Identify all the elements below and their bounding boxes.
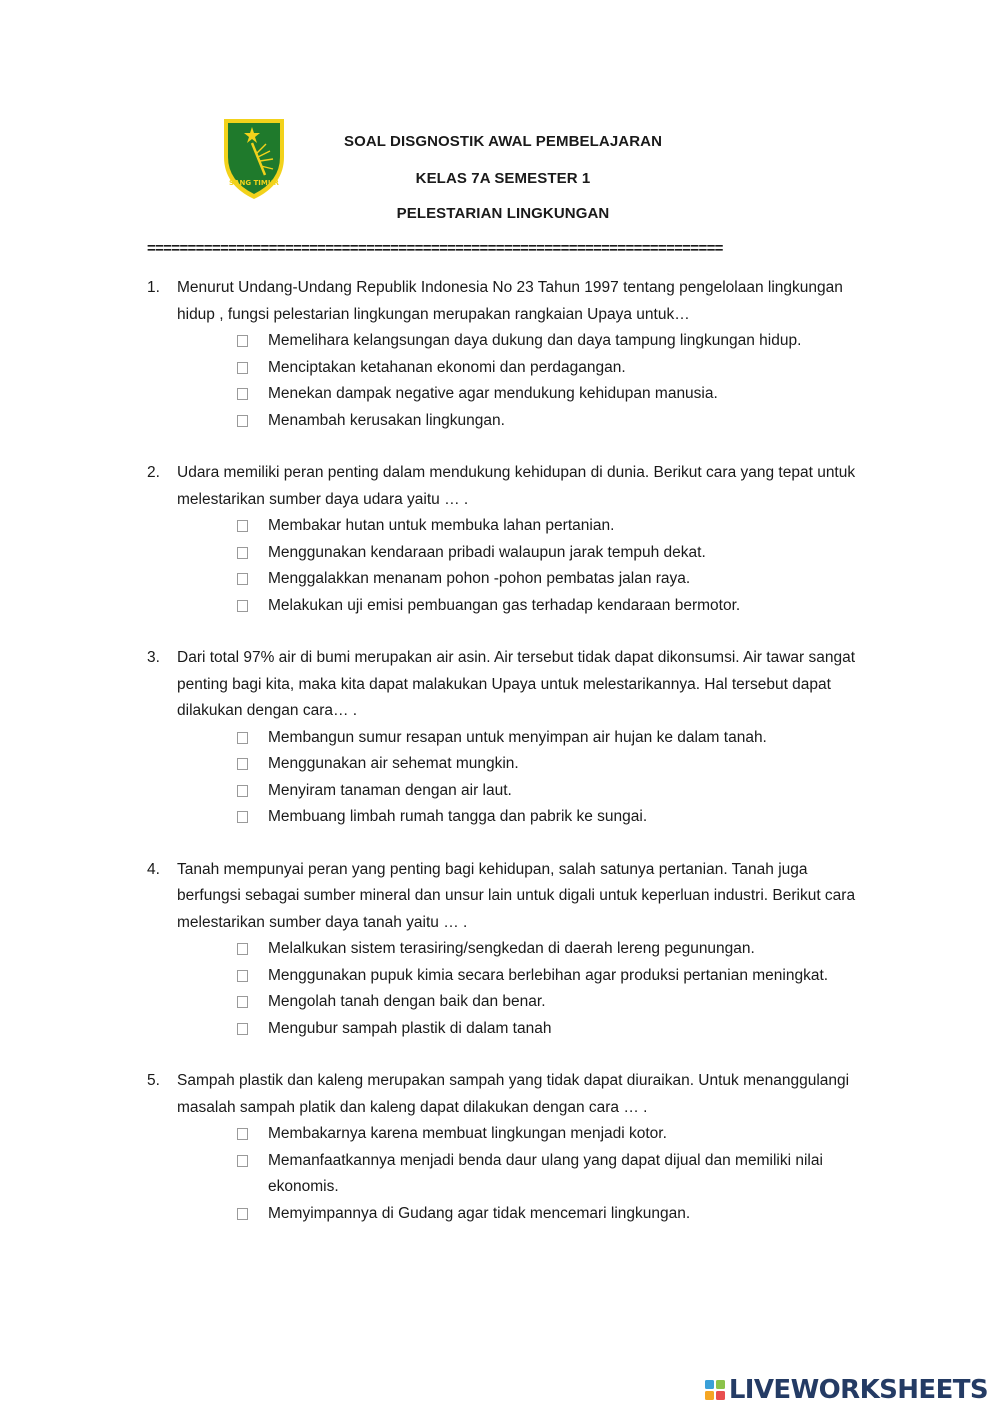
option-item[interactable] — [237, 778, 867, 805]
checkbox-icon[interactable] — [237, 520, 248, 532]
option-item[interactable] — [237, 963, 867, 990]
question-text: Sampah plastik dan kaleng merupakan sampah yang tidak dapat diuraikan. Untuk menanggulangi masalah sampah platik dan kaleng dapat dilakukan dengan cara … . — [177, 1072, 850, 1116]
question-number: 3. — [147, 649, 160, 666]
option-list — [177, 328, 867, 434]
checkbox-icon[interactable] — [237, 1128, 248, 1140]
option-label: Mengolah tanah dengan baik dan benar. — [268, 993, 546, 1010]
option-item[interactable] — [237, 936, 867, 963]
question-5 — [147, 1068, 867, 1227]
option-item[interactable] — [237, 1148, 867, 1201]
checkbox-icon[interactable] — [237, 943, 248, 955]
option-label: Memelihara kelangsungan daya dukung dan daya tampung lingkungan hidup. — [268, 332, 802, 349]
checkbox-icon[interactable] — [237, 415, 248, 427]
checkbox-icon[interactable] — [237, 996, 248, 1008]
checkbox-icon[interactable] — [237, 811, 248, 823]
option-item[interactable] — [237, 328, 867, 355]
question-number: 2. — [147, 464, 160, 481]
question-text: Tanah mempunyai peran yang penting bagi kehidupan, salah satunya pertanian. Tanah juga berfungsi sebagai sumber mineral dan unsur lain untuk digali untuk keperluan industri. Berikut cara melestarikan sumber daya tanah yaitu … . — [177, 860, 856, 931]
option-label: Menggunakan kendaraan pribadi walaupun jarak tempuh dekat. — [268, 543, 706, 561]
option-label: Menggunakan air sehemat mungkin. — [268, 755, 519, 772]
checkbox-icon[interactable] — [237, 600, 248, 612]
option-label: Menggalakkan menanam pohon -pohon pembatas jalan raya. — [268, 570, 691, 587]
sang-timur-shield-icon — [220, 113, 288, 201]
question-2 — [147, 460, 867, 619]
option-label: Membakarnya karena membuat lingkungan menjadi kotor. — [268, 1125, 667, 1142]
option-label: Menciptakan ketahanan ekonomi dan perdagangan. — [268, 358, 626, 376]
option-label: Membakar hutan untuk membuka lahan pertanian. — [268, 517, 615, 534]
checkbox-icon[interactable] — [237, 547, 248, 559]
question-3 — [147, 645, 867, 831]
liveworksheets-brand[interactable] — [704, 1374, 988, 1406]
topic-title: PELESTARIAN LINGKUNGAN — [396, 205, 610, 222]
class-semester: KELAS 7A SEMESTER 1 — [415, 170, 591, 187]
checkbox-icon[interactable] — [237, 573, 248, 585]
checkbox-icon[interactable] — [237, 1208, 248, 1220]
checkbox-icon[interactable] — [237, 362, 248, 374]
question-number: 5. — [147, 1072, 160, 1089]
checkbox-icon[interactable] — [237, 732, 248, 744]
option-item[interactable] — [237, 355, 867, 382]
checkbox-icon[interactable] — [237, 1023, 248, 1035]
option-item[interactable] — [237, 1016, 867, 1043]
option-label: Menekan dampak negative agar mendukung kehidupan manusia. — [268, 385, 718, 402]
option-label: Membuang limbah rumah tangga dan pabrik ke sungai. — [268, 808, 648, 825]
brand-name: LIVEWORKSHEETS — [728, 1375, 988, 1405]
option-item[interactable] — [237, 751, 867, 778]
option-list — [177, 936, 867, 1042]
checkbox-icon[interactable] — [237, 1155, 248, 1167]
question-1 — [147, 275, 867, 434]
option-label: Melalkukan sistem terasiring/sengkedan di daerah lereng pegunungan. — [268, 940, 755, 957]
option-item[interactable] — [237, 381, 867, 408]
checkbox-icon[interactable] — [237, 970, 248, 982]
option-item[interactable] — [237, 1121, 867, 1148]
option-item[interactable] — [237, 540, 867, 567]
liveworksheets-logo-icon — [704, 1378, 726, 1402]
option-list — [177, 725, 867, 831]
option-item[interactable] — [237, 513, 867, 540]
question-list — [147, 275, 867, 1227]
question-text: Udara memiliki peran penting dalam mendukung kehidupan di dunia. Berikut cara yang tepat untuk melestarikan sumber daya udara yaitu … . — [177, 464, 856, 508]
logo-text: SANG TIMUR — [229, 179, 279, 187]
option-label: Memanfaatkannya menjadi benda daur ulang yang dapat dijual dan memiliki nilai ekonomis. — [268, 1151, 823, 1195]
option-label: Membangun sumur resapan untuk menyimpan air hujan ke dalam tanah. — [268, 728, 767, 746]
option-item[interactable] — [237, 408, 867, 435]
option-label: Menggunakan pupuk kimia secara berlebihan agar produksi pertanian meningkat. — [268, 966, 829, 984]
checkbox-icon[interactable] — [237, 785, 248, 797]
option-label: Menyiram tanaman dengan air laut. — [268, 781, 512, 799]
school-logo — [220, 113, 288, 201]
checkbox-icon[interactable] — [237, 388, 248, 400]
option-label: Melakukan uji emisi pembuangan gas terhadap kendaraan bermotor. — [268, 596, 741, 614]
question-4 — [147, 857, 867, 1043]
option-item[interactable] — [237, 989, 867, 1016]
option-item[interactable] — [237, 725, 867, 752]
question-text: Dari total 97% air di bumi merupakan air asin. Air tersebut tidak dapat dikonsumsi. Air tawar sangat penting bagi kita, maka kita dapat malakukan Upaya untuk melestarikannya. Hal tersebut dapat dilakukan dengan cara… . — [177, 649, 856, 719]
option-item[interactable] — [237, 566, 867, 593]
question-number: 1. — [147, 279, 160, 296]
question-number: 4. — [147, 860, 160, 878]
divider-line: ======================================================================= — [147, 240, 723, 257]
question-text: Menurut Undang-Undang Republik Indonesia No 23 Tahun 1997 tentang pengelolaan lingkungan hidup , fungsi pelestarian lingkungan merupakan rangkaian Upaya untuk… — [177, 279, 843, 323]
checkbox-icon[interactable] — [237, 758, 248, 770]
option-item[interactable] — [237, 1201, 867, 1228]
option-list — [177, 1121, 867, 1227]
option-label: Memyimpannya di Gudang agar tidak mencemari lingkungan. — [268, 1204, 691, 1222]
option-label: Menambah kerusakan lingkungan. — [268, 411, 505, 429]
option-label: Mengubur sampah plastik di dalam tanah — [268, 1019, 552, 1037]
option-list — [177, 513, 867, 619]
checkbox-icon[interactable] — [237, 335, 248, 347]
option-item[interactable] — [237, 593, 867, 620]
option-item[interactable] — [237, 804, 867, 831]
worksheet-title: SOAL DISGNOSTIK AWAL PEMBELAJARAN — [343, 133, 663, 150]
